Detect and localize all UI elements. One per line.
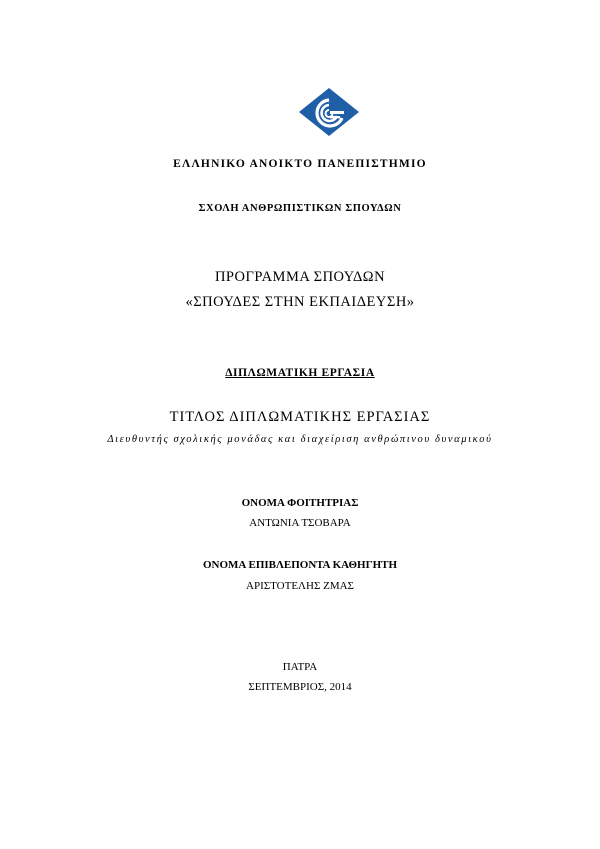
place: ΠΑΤΡΑ (282, 661, 318, 673)
program-label: ΠΡΟΓΡΑΜΜΑ ΣΠΟΥΔΩΝ (214, 269, 386, 285)
university-logo-icon (299, 88, 359, 136)
university-name: ΕΛΛΗΝΙΚΟ ΑΝΟΙΚΤΟ ΠΑΝΕΠΙΣΤΗΜΙΟ (173, 158, 427, 170)
thesis-title-heading: ΤΙΤΛΟΣ ΔΙΠΛΩΜΑΤΙΚΗΣ ΕΡΓΑΣΙΑΣ (169, 409, 431, 425)
date: ΣΕΠΤΕΜΒΡΙΟΣ, 2014 (248, 681, 352, 693)
document-type: ΔΙΠΛΩΜΑΤΙΚΗ ΕΡΓΑΣΙΑ (225, 367, 375, 379)
student-label: ΟΝΟΜΑ ΦΟΙΤΗΤΡΙΑΣ (241, 497, 359, 509)
supervisor-name: ΑΡΙΣΤΟΤΕΛΗΣ ΖΜΑΣ (246, 580, 354, 592)
thesis-subtitle: Διευθυντής σχολικής μονάδας και διαχείριση ανθρώπινου δυναμικού (107, 434, 493, 445)
supervisor-label: ΟΝΟΜΑ ΕΠΙΒΛΕΠΟΝΤΑ ΚΑΘΗΓΗΤΗ (202, 559, 398, 571)
student-name: ΑΝΤΩΝΙΑ ΤΣΟΒΑΡΑ (249, 517, 351, 529)
program-name: «ΣΠΟΥΔΕΣ ΣΤΗΝ ΕΚΠΑΙΔΕΥΣΗ» (185, 294, 415, 310)
school-name: ΣΧΟΛΗ ΑΝΘΡΩΠΙΣΤΙΚΩΝ ΣΠΟΥΔΩΝ (198, 203, 402, 214)
